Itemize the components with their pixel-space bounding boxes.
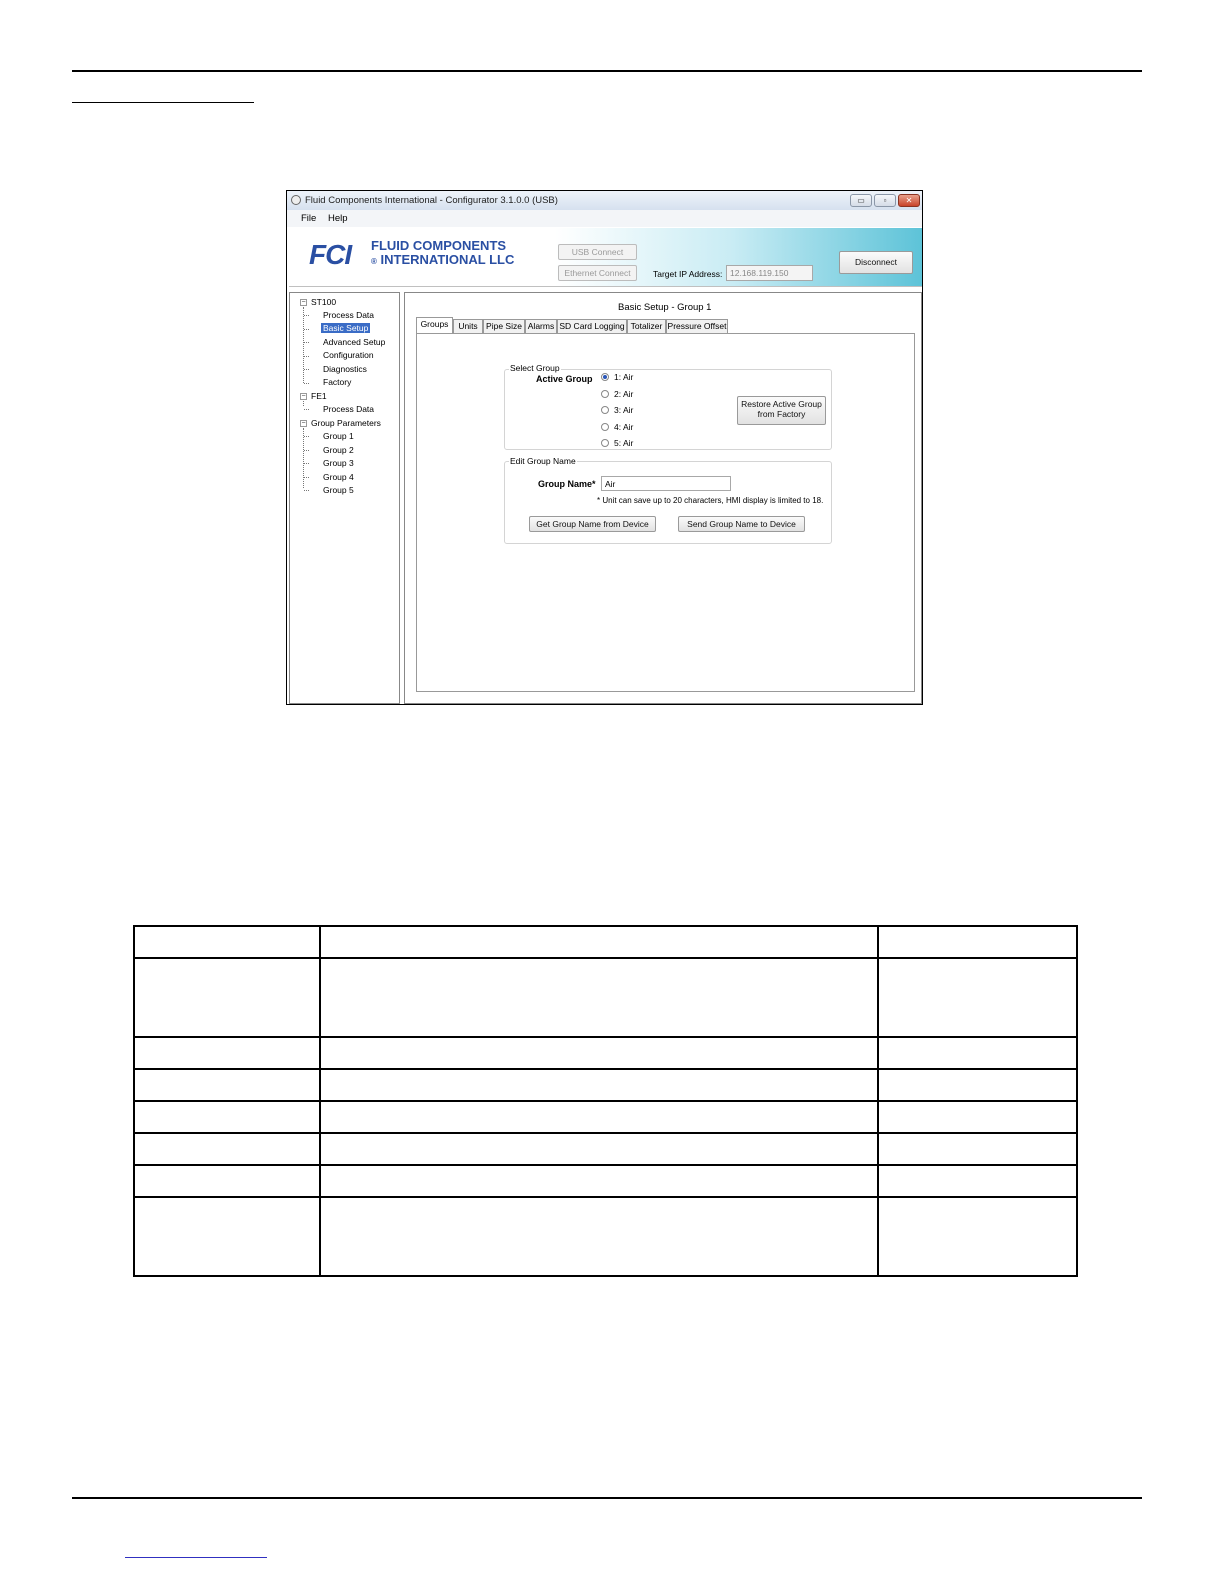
get-group-name-button[interactable]: Get Group Name from Device <box>529 516 656 532</box>
tree-st100[interactable]: ST100 <box>311 297 337 307</box>
tree-fe1[interactable]: FE1 <box>311 391 327 401</box>
table-row <box>134 1197 1077 1276</box>
radio-label-1: 1: Air <box>614 372 634 382</box>
usb-connect-button[interactable]: USB Connect <box>558 244 637 260</box>
collapse-fe1-icon[interactable]: − <box>301 393 306 400</box>
tree-group-parameters[interactable]: Group Parameters <box>311 418 381 428</box>
tab-alarms[interactable]: Alarms <box>525 319 557 333</box>
logo-line-2: INTERNATIONAL LLC <box>380 252 515 267</box>
tab-pressure-offset[interactable]: Pressure Offset <box>667 321 727 331</box>
footer-link-underline[interactable] <box>125 1557 267 1558</box>
configurator-window <box>286 190 923 705</box>
tree-group-3[interactable]: Group 3 <box>323 458 354 468</box>
collapse-group-parameters-icon[interactable]: − <box>301 420 306 427</box>
select-group-title: Select Group <box>510 363 560 373</box>
table-row <box>134 926 1077 958</box>
tree-group-5[interactable]: Group 5 <box>323 485 354 495</box>
tree-process-data[interactable]: Process Data <box>323 310 375 320</box>
table-row <box>134 1069 1077 1101</box>
table-cell <box>134 926 320 958</box>
table-cell <box>320 958 879 1037</box>
group-name-note: * Unit can save up to 20 characters, HMI display is limited to 18. <box>597 496 824 505</box>
navigation-tree <box>289 292 400 704</box>
fci-logo-mark: FCI <box>309 239 352 270</box>
table-cell <box>134 958 320 1037</box>
close-icon[interactable]: ✕ <box>898 194 920 207</box>
tree-advanced-setup[interactable]: Advanced Setup <box>323 337 386 347</box>
table-cell <box>878 1037 1077 1069</box>
menu-file[interactable]: File <box>301 213 317 224</box>
radio-label-2: 2: Air <box>614 389 634 399</box>
target-ip-label: Target IP Address: <box>653 269 723 279</box>
table-cell <box>878 1165 1077 1197</box>
radio-group-2[interactable] <box>601 390 609 398</box>
menu-bar <box>287 210 922 227</box>
send-group-name-button[interactable]: Send Group Name to Device <box>678 516 805 532</box>
tree-fe1-process-data[interactable]: Process Data <box>323 404 375 414</box>
radio-group-5[interactable] <box>601 439 609 447</box>
table-cell <box>134 1165 320 1197</box>
radio-group-4[interactable] <box>601 423 609 431</box>
radio-label-4: 4: Air <box>614 422 634 432</box>
table-cell <box>320 926 879 958</box>
restore-button-line-2: from Factory <box>757 408 806 419</box>
tree-group-1[interactable]: Group 1 <box>323 431 354 441</box>
collapse-st100-icon[interactable]: − <box>301 299 306 306</box>
table-cell <box>320 1037 879 1069</box>
edit-group-name-title: Edit Group Name <box>510 456 576 466</box>
table-row <box>134 1037 1077 1069</box>
table-cell <box>320 1101 879 1133</box>
table-row <box>134 958 1077 1037</box>
tree-configuration[interactable]: Configuration <box>323 350 374 360</box>
table-cell <box>320 1069 879 1101</box>
logo-line-1: FLUID COMPONENTS <box>371 238 507 253</box>
maximize-icon[interactable]: ▫ <box>874 194 896 207</box>
disconnect-button[interactable]: Disconnect <box>839 251 913 274</box>
radio-group-3[interactable] <box>601 406 609 414</box>
table-cell <box>878 1101 1077 1133</box>
table-cell <box>134 1069 320 1101</box>
table-cell <box>134 1037 320 1069</box>
bottom-rule <box>72 1497 1142 1499</box>
table-row <box>134 1133 1077 1165</box>
restore-active-group-button[interactable] <box>737 396 826 425</box>
tree-group-4[interactable]: Group 4 <box>323 472 354 482</box>
table-cell <box>134 1133 320 1165</box>
table-cell <box>878 958 1077 1037</box>
window-title: Fluid Components International - Configurator 3.1.0.0 (USB) <box>305 195 558 206</box>
radio-group-1[interactable] <box>601 373 609 381</box>
table-cell <box>878 1197 1077 1276</box>
tab-groups[interactable]: Groups <box>416 317 453 334</box>
table-cell <box>878 926 1077 958</box>
tree-factory[interactable]: Factory <box>323 377 352 387</box>
tree-basic-setup[interactable]: Basic Setup <box>323 323 369 333</box>
empty-table <box>133 925 1078 1277</box>
table-row <box>134 1101 1077 1133</box>
restore-button-line-1: Restore Active Group <box>741 399 822 409</box>
radio-label-3: 3: Air <box>614 405 634 415</box>
ethernet-connect-button[interactable]: Ethernet Connect <box>558 265 637 281</box>
title-bar <box>287 191 922 210</box>
tab-totalizer[interactable]: Totalizer <box>627 319 666 333</box>
panel-heading: Basic Setup - Group 1 <box>618 302 712 313</box>
app-gauge-icon <box>291 195 301 205</box>
table-cell <box>134 1197 320 1276</box>
tree-group-2[interactable]: Group 2 <box>323 445 354 455</box>
logo-registered-mark: ® <box>371 257 377 266</box>
target-ip-field[interactable]: 12.168.119.150 <box>726 265 813 281</box>
table-cell <box>134 1101 320 1133</box>
table-cell <box>320 1197 879 1276</box>
tab-units[interactable]: Units <box>453 319 483 333</box>
table-cell <box>320 1165 879 1197</box>
top-rule <box>72 70 1142 72</box>
tab-pipe-size[interactable]: Pipe Size <box>483 319 525 333</box>
tree-diagnostics[interactable]: Diagnostics <box>323 364 367 374</box>
table-cell <box>320 1133 879 1165</box>
table-row <box>134 1165 1077 1197</box>
group-name-label: Group Name* <box>538 479 596 489</box>
tab-sd-card-logging[interactable]: SD Card Logging <box>557 319 627 333</box>
radio-label-5: 5: Air <box>614 438 634 448</box>
section-link-underline[interactable] <box>72 102 254 103</box>
table-cell <box>878 1069 1077 1101</box>
minimize-icon[interactable]: ▭ <box>850 194 872 207</box>
active-group-label: Active Group <box>536 374 593 384</box>
menu-help[interactable]: Help <box>328 213 348 224</box>
table-cell <box>878 1133 1077 1165</box>
group-name-input[interactable]: Air <box>601 476 731 491</box>
